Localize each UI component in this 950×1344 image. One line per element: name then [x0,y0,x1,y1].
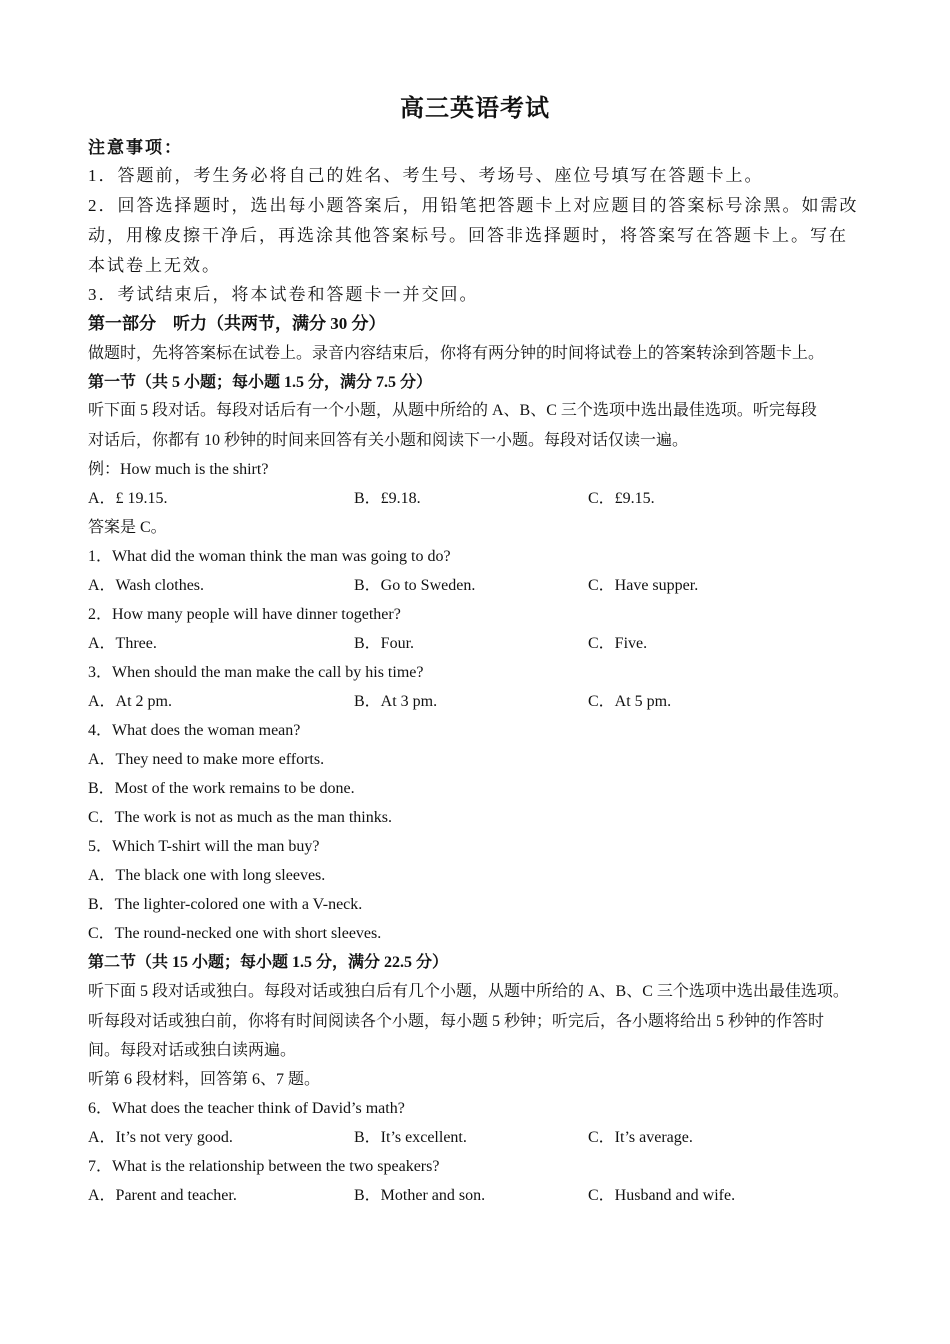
option-a: A．At 2 pm. [88,693,173,710]
option-a: A．Three. [88,635,157,652]
option-c: C．£9.15. [588,490,655,507]
section2-instruction: 听下面 5 段对话或独白。每段对话或独白后有几个小题，从题中所给的 A、B、C 三个选项中选出最佳选项。 [88,983,849,1000]
material-note: 听第 6 段材料，回答第 6、7 题。 [88,1071,321,1088]
question: 6．What does the teacher think of David’s math? [88,1100,405,1117]
page-title: 高三英语考试 [400,96,550,122]
section1-heading: 第一节（共 5 小题；每小题 1.5 分，满分 7.5 分） [88,374,433,391]
option-b: B．At 3 pm. [354,693,438,710]
notice-heading: 注意事项： [88,138,183,157]
option-c: C．The round-necked one with short sleeves. [88,925,382,942]
option-b: B．Four. [354,635,415,652]
option-c: C．The work is not as much as the man thinks. [88,809,392,826]
option-c: C．At 5 pm. [588,693,672,710]
option-b: B．Most of the work remains to be done. [88,780,355,797]
question: 7．What is the relationship between the two speakers? [88,1158,440,1175]
option-c: C．Have supper. [588,577,699,594]
question: 5．Which T-shirt will the man buy? [88,838,320,855]
option-b: B．Mother and son. [354,1187,486,1204]
notice-line: 动，用橡皮擦干净后，再选涂其他答案标号。回答非选择题时，将答案写在答题卡上。写在 [88,226,848,245]
question: 4．What does the woman mean? [88,722,301,739]
example-question: 例：How much is the shirt? [88,461,269,478]
section2-instruction: 听每段对话或独白前，你将有时间阅读各个小题，每小题 5 秒钟；听完后，各小题将给出 5 秒钟的作答时 [88,1013,825,1030]
section1-instruction: 听下面 5 段对话。每段对话后有一个小题，从题中所给的 A、B、C 三个选项中选出最佳选项。听完每段 [88,402,817,419]
option-b: B．£9.18. [354,490,421,507]
option-b: B．The lighter-colored one with a V-neck. [88,896,363,913]
option-c: C．Five. [588,635,648,652]
section2-instruction: 间。每段对话或独白读两遍。 [88,1042,297,1059]
notice-line: 本试卷上无效。 [88,256,221,275]
option-a: A．Wash clothes. [88,577,205,594]
option-a: A．It’s not very good. [88,1129,233,1146]
part1-heading: 第一部分 听力（共两节，满分 30 分） [88,314,386,333]
option-c: C．Husband and wife. [588,1187,736,1204]
question: 1．What did the woman think the man was going to do? [88,548,451,565]
option-a: A．Parent and teacher. [88,1187,237,1204]
example-answer: 答案是 C。 [88,519,167,536]
part1-intro: 做题时，先将答案标在试卷上。录音内容结束后，你将有两分钟的时间将试卷上的答案转涂到答题卡上。 [88,345,825,362]
option-a: A．The black one with long sleeves. [88,867,326,884]
notice-line: 2．回答选择题时，选出每小题答案后，用铅笔把答题卡上对应题目的答案标号涂黑。如需改 [88,196,859,215]
notice-line: 3．考试结束后，将本试卷和答题卡一并交回。 [88,285,479,304]
option-b: B．It’s excellent. [354,1129,467,1146]
option-c: C．It’s average. [588,1129,693,1146]
option-b: B．Go to Sweden. [354,577,476,594]
option-a: A．They need to make more efforts. [88,751,325,768]
option-a: A．£ 19.15. [88,490,168,507]
section1-instruction: 对话后，你都有 10 秒钟的时间来回答有关小题和阅读下一小题。每段对话仅读一遍。 [88,432,689,449]
question: 2．How many people will have dinner together? [88,606,401,623]
section2-heading: 第二节（共 15 小题；每小题 1.5 分，满分 22.5 分） [88,954,449,971]
notice-line: 1．答题前，考生务必将自己的姓名、考生号、考场号、座位号填写在答题卡上。 [88,166,764,185]
question: 3．When should the man make the call by his time? [88,664,424,681]
